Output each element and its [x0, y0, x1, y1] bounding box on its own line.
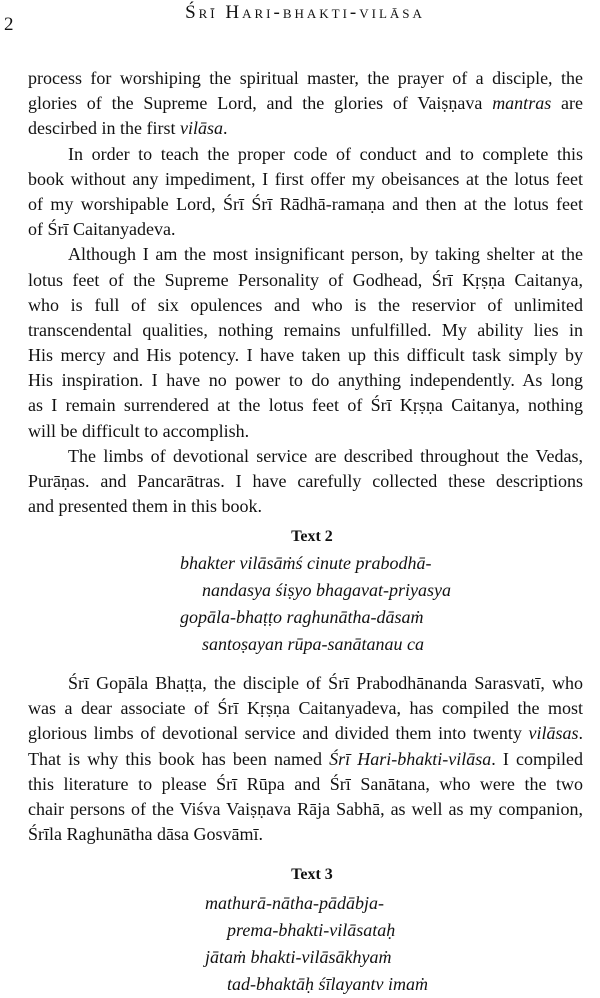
- text-run: His mercy and His potency. I have taken up this difficult task simply by: [28, 345, 583, 366]
- italic-term: mantras: [492, 93, 552, 114]
- text-run: process for worshiping the spiritual master, the prayer of a disciple, the: [28, 68, 583, 88]
- text-run: will be difficult to accomplish.: [28, 420, 250, 441]
- text-line: [28, 419, 583, 444]
- text-run: chair persons of the Viśva Vaiṣṇava Rāja Sabhā, as well as my companion,: [28, 798, 583, 819]
- text-line: [28, 116, 583, 141]
- text-line: [28, 772, 583, 797]
- text-run: His inspiration. I have no power to do anything independently. As long: [28, 370, 583, 391]
- text-line: [28, 343, 583, 368]
- verse-line: gopāla-bhaṭṭo raghunātha-dāsaṁ: [180, 607, 424, 627]
- text-line: [28, 747, 583, 772]
- text-run: book without any impediment, I first offer my obeisances at the lotus feet: [28, 168, 583, 189]
- verse-line: bhakter vilāsāṁś cinute prabodhā-: [180, 553, 432, 573]
- verse-line: santoṣayan rūpa-sanātanau ca: [202, 634, 424, 654]
- text-run: glorious limbs of devotional service and divided them into twenty: [28, 723, 529, 744]
- text-2-verse: [180, 550, 451, 658]
- text-line: [28, 368, 583, 393]
- text-run: was a dear associate of Śrī Kṛṣṇa Caitanyadeva, has compiled the most: [28, 698, 583, 719]
- verse-line: nandasya śiṣyo bhagavat-priyasya: [202, 580, 451, 600]
- verse-line: mathurā-nātha-pādābja-: [205, 893, 384, 913]
- text-2-label: Text 2: [291, 528, 333, 545]
- paragraphs-a: [28, 66, 583, 519]
- text-run: lotus feet of the Supreme Personality of Godhead, Śrī Kṛṣṇa Caitanya,: [28, 269, 583, 290]
- text-line: [28, 469, 583, 494]
- text-line: [28, 822, 583, 847]
- italic-term: vilāsa: [179, 118, 223, 139]
- paragraphs-b: [28, 671, 583, 847]
- text-run: .: [222, 118, 228, 139]
- text-line: [28, 494, 583, 519]
- text-line: [28, 192, 583, 217]
- text-line: [28, 268, 583, 293]
- verse-line: tad-bhaktāḥ śīlayantv imaṁ: [227, 974, 428, 994]
- text-run: descirbed in the first: [28, 118, 180, 139]
- text-run: as I remain surrendered at the lotus feet of Śrī Kṛṣṇa Caitanya, nothing: [28, 395, 583, 416]
- text-run: .: [578, 723, 583, 744]
- running-head: Śrī Hari-bhakti-vilāsa: [185, 2, 425, 23]
- text-line: [28, 242, 583, 267]
- text-line: [28, 393, 583, 418]
- text-run: who is full of six opulences and who is the reservior of unlimited: [28, 294, 583, 315]
- text-run: In order to teach the proper code of conduct and to complete this: [68, 143, 583, 164]
- verse-line: jātaṁ bhakti-vilāsākhyaṁ: [205, 947, 392, 967]
- text-run: Purāṇas. and Pancarātras. I have carefully collected these descriptions: [28, 471, 583, 491]
- text-line: [28, 167, 583, 192]
- text-run: Śrī Gopāla Bhaṭṭa, the disciple of Śrī Prabodhānanda Sarasvatī, who: [68, 673, 583, 693]
- text-3-label: Text 3: [291, 866, 333, 883]
- text-run: Śrīla Raghunātha dāsa Gosvāmī.: [28, 824, 263, 845]
- text-line: [28, 66, 583, 91]
- text-run: That is why this book has been named: [28, 748, 330, 769]
- text-run: this literature to please Śrī Rūpa and Śrī Sanātana, who were the two: [28, 773, 583, 794]
- text-run: of my worshipable Lord, Śrī Śrī Rādhā-ramaṇa and then at the lotus feet: [28, 193, 583, 214]
- text-line: [28, 671, 583, 696]
- text-3-verse: [205, 890, 428, 998]
- text-run: transcendental qualities, nothing remains unfulfilled. My ability lies in: [28, 319, 583, 340]
- text-line: [28, 91, 583, 116]
- page-number: 2: [4, 14, 14, 35]
- verse-line: prema-bhakti-vilāsataḥ: [227, 920, 396, 940]
- text-run: of Śrī Caitanyadeva.: [28, 219, 176, 240]
- text-line: [28, 797, 583, 822]
- text-line: [28, 142, 583, 167]
- text-line: [28, 217, 583, 242]
- italic-term: Śrī Hari-bhakti-vilāsa: [329, 748, 492, 769]
- text-line: [28, 721, 583, 746]
- text-run: and presented them in this book.: [28, 496, 262, 517]
- text-run: glories of the Supreme Lord, and the glories of Vaiṣṇava: [28, 93, 493, 114]
- italic-term: vilāsas: [528, 723, 579, 744]
- text-line: [28, 444, 583, 469]
- text-run: The limbs of devotional service are described throughout the Vedas,: [68, 445, 583, 466]
- text-run: Although I am the most insignificant person, by taking shelter at the: [68, 244, 583, 265]
- text-line: [28, 696, 583, 721]
- text-line: [28, 318, 583, 343]
- text-run: are: [551, 93, 583, 114]
- text-line: [28, 293, 583, 318]
- text-run: . I compiled: [491, 748, 583, 769]
